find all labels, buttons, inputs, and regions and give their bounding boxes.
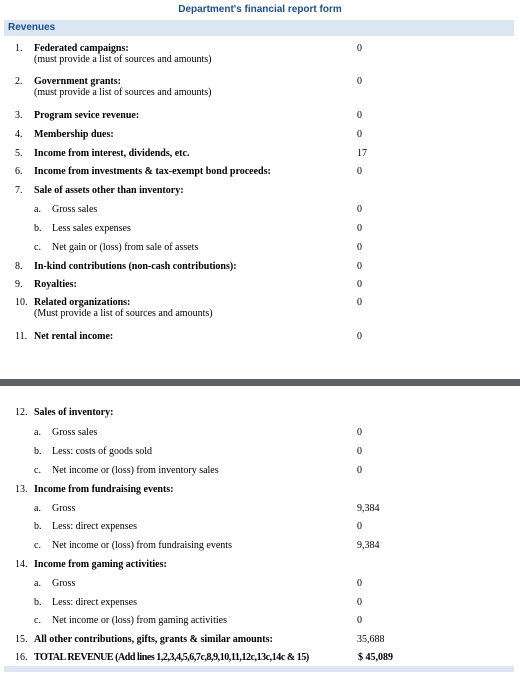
table-row (0, 110, 520, 126)
line-number: 12. (15, 407, 28, 418)
table-row (0, 261, 520, 277)
line-value: 0 (357, 446, 362, 457)
table-row (0, 148, 520, 164)
line-label: Income from interest, dividends, etc. (34, 148, 190, 159)
table-row (0, 465, 520, 481)
line-number: b. (34, 446, 42, 457)
line-label: Less: costs of goods sold (52, 446, 152, 457)
line-number: b. (34, 223, 42, 234)
line-label: Less: direct expenses (52, 521, 137, 532)
line-value: 0 (357, 427, 362, 438)
line-note: (must provide a list of sources and amounts) (34, 87, 212, 98)
line-number: c. (34, 465, 41, 476)
line-value: 0 (357, 465, 362, 476)
line-number: a. (34, 427, 41, 438)
line-label: Net income or (loss) from fundraising events (52, 540, 232, 551)
line-value: 0 (357, 279, 362, 290)
line-label: Net income or (loss) from inventory sales (52, 465, 219, 476)
line-number: 1. (15, 43, 23, 54)
line-label: Net gain or (loss) from sale of assets (52, 242, 199, 253)
line-value: 0 (357, 110, 362, 121)
table-row (0, 129, 520, 145)
line-number: 5. (15, 148, 23, 159)
line-value: 0 (357, 76, 362, 87)
table-row (0, 559, 520, 575)
line-value: 0 (357, 166, 362, 177)
table-row (0, 578, 520, 594)
line-number: 4. (15, 129, 23, 140)
table-row (0, 223, 520, 239)
line-number: 7. (15, 185, 23, 196)
line-value: 0 (357, 521, 362, 532)
table-row (0, 76, 520, 98)
line-number: 8. (15, 261, 23, 272)
footer-band (4, 666, 514, 672)
line-label: Income from fundraising events: (34, 484, 174, 495)
line-number: c. (34, 540, 41, 551)
line-label: Gross (52, 578, 76, 589)
line-value: 0 (357, 261, 362, 272)
line-value: 0 (357, 223, 362, 234)
line-value: 35,688 (357, 634, 385, 645)
line-number: 15. (15, 634, 28, 645)
line-number: a. (34, 204, 41, 215)
table-row (0, 521, 520, 537)
line-value: 0 (357, 242, 362, 253)
line-note: (must provide a list of sources and amounts) (34, 54, 212, 65)
table-row (0, 185, 520, 201)
line-label: TOTAL REVENUE (Add lines 1,2,3,4,5,6,7c,8,9,10,11,12c,13c,14c & 15) (34, 652, 309, 663)
table-row (0, 279, 520, 295)
line-value: 9,384 (357, 503, 380, 514)
line-number: 3. (15, 110, 23, 121)
line-value: $ 45,089 (358, 652, 393, 663)
line-label: Less sales expenses (52, 223, 131, 234)
table-row (0, 484, 520, 500)
line-value: 0 (357, 129, 362, 140)
line-label: Income from investments & tax-exempt bond proceeds: (34, 166, 271, 177)
line-label: In-kind contributions (non-cash contributions): (34, 261, 237, 272)
page-title: Department's financial report form (178, 4, 342, 15)
line-label: Income from gaming activities: (34, 559, 167, 570)
line-number: c. (34, 242, 41, 253)
line-number: 2. (15, 76, 23, 87)
line-value: 0 (357, 615, 362, 626)
line-number: 6. (15, 166, 23, 177)
table-row (0, 540, 520, 556)
table-row (0, 407, 520, 423)
table-row (0, 331, 520, 347)
line-label: Related organizations: (34, 297, 131, 308)
line-label: Less: direct expenses (52, 597, 137, 608)
line-number: a. (34, 578, 41, 589)
table-row (0, 597, 520, 613)
line-value: 0 (357, 331, 362, 342)
line-label: Net rental income: (34, 331, 114, 342)
table-row (0, 503, 520, 519)
line-note: (Must provide a list of sources and amounts) (34, 308, 213, 319)
line-number: 10. (15, 297, 28, 308)
line-number: 11. (15, 331, 28, 342)
line-label: Government grants: (34, 76, 121, 87)
line-number: a. (34, 503, 41, 514)
line-label: Royalties: (34, 279, 77, 290)
line-number: b. (34, 521, 42, 532)
table-row (0, 634, 520, 650)
line-label: Membership dues: (34, 129, 114, 140)
line-label: Gross (52, 503, 76, 514)
line-value: 0 (357, 204, 362, 215)
line-number: b. (34, 597, 42, 608)
line-value: 0 (357, 43, 362, 54)
line-label: All other contributions, gifts, grants & similar amounts: (34, 634, 273, 645)
section-divider (0, 379, 520, 386)
line-value: 0 (357, 297, 362, 308)
line-value: 0 (357, 597, 362, 608)
line-number: c. (34, 615, 41, 626)
section-header-revenues: Revenues (4, 20, 514, 36)
line-value: 0 (357, 578, 362, 589)
line-label: Federated campaigns: (34, 43, 129, 54)
table-row (0, 427, 520, 443)
line-number: 9. (15, 279, 23, 290)
line-number: 14. (15, 559, 28, 570)
line-value: 17 (357, 148, 367, 159)
line-label: Sale of assets other than inventory: (34, 185, 184, 196)
table-row (0, 43, 520, 65)
line-label: Program sevice revenue: (34, 110, 140, 121)
table-row (0, 615, 520, 631)
table-row (0, 446, 520, 462)
table-row (0, 204, 520, 220)
line-number: 13. (15, 484, 28, 495)
line-label: Net income or (loss) from gaming activities (52, 615, 227, 626)
table-row (0, 242, 520, 258)
table-row (0, 297, 520, 319)
line-label: Sales of inventory: (34, 407, 114, 418)
line-number: 16. (15, 652, 28, 663)
line-label: Gross sales (52, 427, 98, 438)
table-row (0, 166, 520, 182)
line-label: Gross sales (52, 204, 98, 215)
line-value: 9,384 (357, 540, 380, 551)
